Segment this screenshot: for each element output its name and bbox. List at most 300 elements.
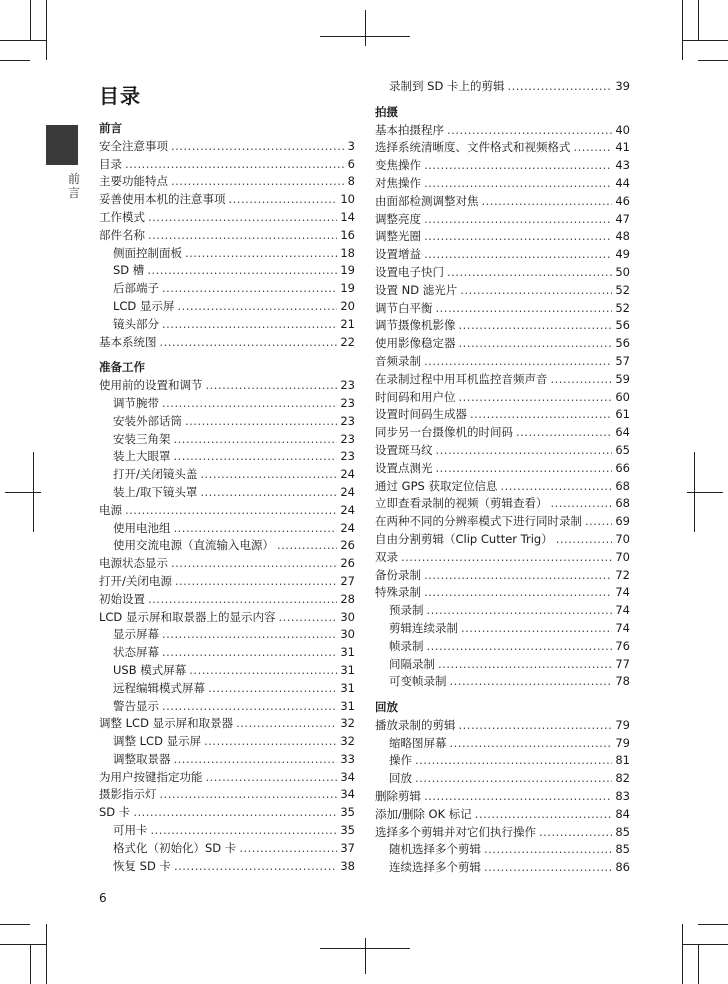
toc-entry-page: 24 <box>340 484 355 499</box>
toc-entry-page: 38 <box>340 858 355 873</box>
toc-entry-title: 由面部检测调整对焦 <box>375 193 479 208</box>
toc-entry[interactable] <box>375 246 630 264</box>
toc-entry-page: 70 <box>615 549 630 564</box>
toc-entry[interactable] <box>375 859 630 877</box>
toc-entry-title: 自由分割剪辑（Clip Cutter Trig） <box>375 531 553 546</box>
dot-leader <box>174 520 338 538</box>
toc-entry[interactable] <box>99 609 355 627</box>
toc-entry[interactable] <box>375 638 630 656</box>
toc-entry-title: 镜头部分 <box>113 316 159 331</box>
toc-entry-title: 间隔录制 <box>389 656 435 671</box>
toc-entry[interactable] <box>99 431 355 449</box>
toc-entry[interactable] <box>99 484 355 502</box>
toc-entry-page: 43 <box>615 158 630 173</box>
toc-entry-title: 设置点测光 <box>375 460 433 475</box>
toc-entry-page: 14 <box>340 209 355 224</box>
dot-leader <box>162 395 337 413</box>
toc-entry[interactable] <box>375 282 630 300</box>
toc-entry-page: 26 <box>340 538 355 553</box>
dot-leader <box>475 806 613 824</box>
dot-leader <box>177 298 337 316</box>
toc-entry[interactable] <box>99 502 355 520</box>
toc-entry[interactable] <box>375 122 630 140</box>
toc-entry[interactable] <box>99 138 355 156</box>
toc-entry[interactable] <box>375 424 630 442</box>
toc-entry[interactable] <box>375 531 630 549</box>
toc-entry-title: 设置电子快门 <box>375 264 444 279</box>
toc-entry[interactable] <box>375 211 630 229</box>
dot-leader <box>148 209 337 227</box>
dot-leader <box>206 377 338 395</box>
toc-entry[interactable] <box>375 656 630 674</box>
toc-entry[interactable] <box>99 662 355 680</box>
toc-entry-page: 65 <box>615 442 630 457</box>
section-heading: 拍摄 <box>375 104 398 119</box>
toc-entry[interactable] <box>99 227 355 245</box>
toc-entry[interactable] <box>375 335 630 353</box>
toc-entry[interactable] <box>375 806 630 824</box>
toc-entry-title: 使用电池组 <box>113 520 171 535</box>
toc-entry-title: 调整亮度 <box>375 211 421 226</box>
toc-entry-page: 46 <box>615 193 630 208</box>
toc-entry-page: 35 <box>340 805 355 820</box>
toc-entry-page: 34 <box>340 787 355 802</box>
crop-mark <box>30 0 31 40</box>
toc-entry-page: 19 <box>340 281 355 296</box>
crop-mark <box>365 10 366 46</box>
dot-leader <box>174 448 338 466</box>
dot-leader <box>482 193 613 211</box>
dot-leader <box>229 191 338 209</box>
crop-mark <box>694 452 695 532</box>
toc-entry-title: 连续选择多个剪辑 <box>389 860 481 875</box>
dot-leader <box>171 138 345 156</box>
toc-entry-page: 61 <box>615 407 630 422</box>
toc-entry-title: 回放 <box>389 771 412 786</box>
toc-entry[interactable] <box>99 377 355 395</box>
toc-entry[interactable] <box>375 300 630 318</box>
dot-leader <box>459 317 613 335</box>
toc-entry-title: 基本拍摄程序 <box>375 122 444 137</box>
toc-entry-page: 28 <box>340 591 355 606</box>
toc-entry[interactable] <box>99 520 355 538</box>
toc-entry[interactable] <box>99 644 355 662</box>
toc-entry-title: 主要功能特点 <box>99 174 168 189</box>
toc-entry-page: 27 <box>340 573 355 588</box>
toc-entry[interactable] <box>375 513 630 531</box>
dot-leader <box>424 567 612 585</box>
toc-entry-title: 选择多个剪辑并对它们执行操作 <box>375 824 536 839</box>
dot-leader <box>162 316 337 334</box>
toc-entry-title: 为用户按键指定功能 <box>99 769 203 784</box>
toc-entry-page: 70 <box>615 531 630 546</box>
toc-entry[interactable] <box>375 193 630 211</box>
dot-leader <box>447 264 612 282</box>
toc-entry-page: 20 <box>340 298 355 313</box>
toc-entry-title: 预录制 <box>389 603 424 618</box>
toc-entry-page: 40 <box>615 122 630 137</box>
toc-entry-title: 对焦操作 <box>375 175 421 190</box>
toc-entry[interactable] <box>375 584 630 602</box>
toc-entry-page: 33 <box>340 751 355 766</box>
toc-entry-title: 帧录制 <box>389 638 424 653</box>
toc-entry-page: 39 <box>615 79 630 93</box>
toc-entry-page: 85 <box>615 842 630 857</box>
toc-entry-page: 85 <box>615 824 630 839</box>
toc-entry-page: 6 <box>347 156 355 171</box>
toc-entry-page: 37 <box>340 840 355 855</box>
dot-leader <box>427 602 613 620</box>
toc-entry-page: 64 <box>615 425 630 440</box>
dot-leader <box>460 282 612 300</box>
toc-entry-page: 56 <box>615 318 630 333</box>
toc-entry[interactable] <box>375 228 630 246</box>
toc-entry-title: 使用交流电源（直流输入电源） <box>113 538 274 553</box>
dot-leader <box>206 769 338 787</box>
toc-entry[interactable] <box>99 769 355 787</box>
dot-leader <box>424 157 612 175</box>
toc-entry-page: 35 <box>340 823 355 838</box>
dot-leader <box>556 531 613 549</box>
page-title: 目录 <box>99 84 141 108</box>
dot-leader <box>200 484 337 502</box>
toc-entry[interactable] <box>99 413 355 431</box>
toc-entry-title: 警告显示 <box>113 698 159 713</box>
toc-entry-title: 音频录制 <box>375 353 421 368</box>
dot-leader <box>459 335 613 353</box>
toc-entry-page: 3 <box>347 138 355 153</box>
dot-leader <box>574 139 613 157</box>
toc-entry-title: 摄影指示灯 <box>99 787 157 802</box>
toc-entry-title: 时间码和用户位 <box>375 389 456 404</box>
dot-leader <box>236 715 337 733</box>
toc-entry-page: 48 <box>615 229 630 244</box>
toc-entry[interactable] <box>99 209 355 227</box>
dot-leader <box>459 389 613 407</box>
toc-entry[interactable] <box>375 406 630 424</box>
dot-leader <box>160 334 338 352</box>
toc-entry-title: 调整光圈 <box>375 229 421 244</box>
crop-mark <box>0 60 30 61</box>
toc-entry-title: 目录 <box>99 156 122 171</box>
toc-entry-page: 23 <box>340 449 355 464</box>
dot-leader <box>585 513 612 531</box>
toc-entry[interactable] <box>375 460 630 478</box>
toc-entry-title: 备份录制 <box>375 567 421 582</box>
toc-entry[interactable] <box>99 537 355 555</box>
toc-entry[interactable] <box>375 735 630 753</box>
toc-entry-page: 49 <box>615 247 630 262</box>
toc-entry[interactable] <box>375 353 630 371</box>
toc-entry[interactable] <box>375 620 630 638</box>
toc-entry-page: 22 <box>340 334 355 349</box>
toc-entry-page: 84 <box>615 806 630 821</box>
toc-entry[interactable] <box>99 466 355 484</box>
crop-mark <box>0 924 30 925</box>
toc-entry-page: 52 <box>615 300 630 315</box>
dot-leader <box>174 858 337 876</box>
toc-entry[interactable] <box>99 173 355 191</box>
toc-entry-title: 调整取景器 <box>113 751 171 766</box>
toc-entry-page: 8 <box>347 174 355 189</box>
toc-entry-page: 44 <box>615 175 630 190</box>
crop-mark <box>682 40 728 41</box>
toc-entry-title: 状态屏幕 <box>113 645 159 660</box>
section-gap <box>375 96 630 104</box>
dot-leader <box>436 442 613 460</box>
toc-entry-title: 格式化（初始化）SD 卡 <box>113 840 237 855</box>
toc-entry-page: 52 <box>615 282 630 297</box>
toc-entry-title: USB 模式屏幕 <box>113 662 187 677</box>
toc-entry[interactable] <box>375 602 630 620</box>
toc-entry[interactable] <box>99 786 355 804</box>
toc-entry-page: 79 <box>615 717 630 732</box>
toc-entry-page: 26 <box>340 556 355 571</box>
dot-leader <box>174 751 338 769</box>
toc-entry-title: 录制到 SD 卡上的剪辑 <box>389 79 505 93</box>
toc-entry-page: 76 <box>615 638 630 653</box>
dot-leader <box>507 78 612 96</box>
page-number: 6 <box>99 891 107 905</box>
dot-leader <box>401 549 612 567</box>
toc-entry-page: 34 <box>340 769 355 784</box>
crop-mark <box>46 0 47 60</box>
dot-leader <box>461 620 612 638</box>
crop-mark <box>46 924 47 984</box>
crop-mark <box>0 40 46 41</box>
section-heading: 准备工作 <box>99 360 145 375</box>
toc-entry[interactable] <box>375 389 630 407</box>
toc-entry-title: 可变帧录制 <box>389 674 447 689</box>
crop-mark <box>698 60 728 61</box>
toc-entry-title: 同步另一台摄像机的时间码 <box>375 425 513 440</box>
toc-entry[interactable] <box>375 478 630 496</box>
toc-entry-title: 设置 ND 滤光片 <box>375 282 458 297</box>
toc-entry[interactable] <box>99 840 355 858</box>
toc-entry[interactable] <box>375 264 630 282</box>
toc-entry-title: 基本系统图 <box>99 334 157 349</box>
toc-entry[interactable] <box>99 280 355 298</box>
toc-entry-page: 81 <box>615 753 630 768</box>
toc-left-column <box>99 120 355 875</box>
dot-leader <box>133 804 337 822</box>
dot-leader <box>208 680 337 698</box>
section-heading: 前言 <box>99 121 122 135</box>
crop-mark <box>33 452 34 532</box>
toc-entry-page: 78 <box>615 674 630 689</box>
toc-entry[interactable] <box>375 717 630 735</box>
toc-entry[interactable] <box>99 555 355 573</box>
toc-entry-title: 电源 <box>99 502 122 517</box>
toc-entry[interactable] <box>375 549 630 567</box>
toc-entry[interactable] <box>375 788 630 806</box>
crop-mark <box>698 944 699 984</box>
toc-entry[interactable] <box>99 751 355 769</box>
dot-leader <box>162 644 337 662</box>
toc-entry[interactable] <box>99 680 355 698</box>
toc-entry[interactable] <box>99 395 355 413</box>
toc-entry[interactable] <box>375 175 630 193</box>
dot-leader <box>162 698 337 716</box>
toc-entry-page: 10 <box>340 192 355 207</box>
toc-entry[interactable] <box>375 841 630 859</box>
toc-entry-title: 缩略图屏幕 <box>389 735 447 750</box>
side-tab-label: 前言 <box>68 172 81 200</box>
toc-entry-title: 立即查看录制的视频（剪辑查看） <box>375 496 548 511</box>
crop-mark <box>698 924 728 925</box>
toc-entry-title: 播放录制的剪辑 <box>375 717 456 732</box>
toc-entry[interactable] <box>99 591 355 609</box>
toc-entry-page: 79 <box>615 735 630 750</box>
toc-entry-title: 设置时间码生成器 <box>375 407 467 422</box>
toc-entry-title: SD 卡 <box>99 805 131 820</box>
toc-entry-title: 删除剪辑 <box>375 789 421 804</box>
dot-leader <box>415 770 612 788</box>
toc-entry-title: 使用影像稳定器 <box>375 336 456 351</box>
dot-leader <box>162 626 337 644</box>
toc-entry-title: 变焦操作 <box>375 158 421 173</box>
toc-entry[interactable] <box>375 673 630 691</box>
toc-entry-title: 选择系统清晰度、文件格式和视频格式 <box>375 140 571 155</box>
dot-leader <box>438 656 612 674</box>
toc-entry[interactable] <box>375 770 630 788</box>
toc-entry[interactable] <box>99 191 355 209</box>
toc-entry-title: 设置增益 <box>375 247 421 262</box>
dot-leader <box>125 502 337 520</box>
toc-entry[interactable] <box>375 317 630 335</box>
toc-entry-page: 23 <box>340 395 355 410</box>
toc-entry[interactable] <box>99 573 355 591</box>
toc-entry-page: 50 <box>615 264 630 279</box>
crop-mark <box>5 492 41 493</box>
toc-entry[interactable] <box>99 156 355 174</box>
toc-entry[interactable] <box>99 316 355 334</box>
toc-entry-title: 电源状态显示 <box>99 556 168 571</box>
dot-leader <box>551 495 613 513</box>
dot-leader <box>424 175 612 193</box>
toc-entry-title: 调节摄像机影像 <box>375 318 456 333</box>
toc-entry[interactable] <box>375 442 630 460</box>
crop-mark <box>365 938 366 974</box>
crop-mark <box>30 944 31 984</box>
toc-entry[interactable] <box>99 858 355 876</box>
toc-entry[interactable] <box>99 733 355 751</box>
dot-leader <box>125 156 345 174</box>
toc-entry-title: 在录制过程中用耳机监控音频声音 <box>375 371 548 386</box>
toc-entry-title: 打开/关闭镜头盖 <box>113 467 198 482</box>
dot-leader <box>424 788 612 806</box>
toc-entry-page: 47 <box>615 211 630 226</box>
dot-leader <box>516 424 612 442</box>
toc-entry-title: 侧面控制面板 <box>113 245 182 260</box>
toc-entry[interactable] <box>99 626 355 644</box>
toc-entry-page: 66 <box>615 460 630 475</box>
dot-leader <box>470 406 612 424</box>
toc-entry-page: 77 <box>615 656 630 671</box>
toc-entry[interactable] <box>375 139 630 157</box>
toc-entry[interactable] <box>99 715 355 733</box>
dot-leader <box>424 584 612 602</box>
toc-entry-title: 安装外部话筒 <box>113 413 182 428</box>
toc-entry[interactable] <box>99 298 355 316</box>
toc-entry-title: 安全注意事项 <box>99 138 168 153</box>
toc-entry-title: 操作 <box>389 753 412 768</box>
dot-leader <box>174 431 338 449</box>
dot-leader <box>424 211 612 229</box>
side-tab-marker <box>46 125 78 165</box>
toc-entry-title: 调节腕带 <box>113 395 159 410</box>
toc-entry-title: 显示屏幕 <box>113 627 159 642</box>
toc-entry[interactable] <box>375 78 630 96</box>
toc-entry[interactable] <box>375 371 630 389</box>
toc-entry-title: 装上大眼罩 <box>113 449 171 464</box>
crop-mark <box>687 492 723 493</box>
toc-entry[interactable] <box>99 822 355 840</box>
toc-entry-page: 18 <box>340 245 355 260</box>
toc-entry-title: 可用卡 <box>113 823 148 838</box>
dot-leader <box>415 752 612 770</box>
toc-entry-title: 恢复 SD 卡 <box>113 858 171 873</box>
dot-leader <box>175 573 337 591</box>
toc-entry-page: 60 <box>615 389 630 404</box>
toc-entry[interactable] <box>99 334 355 352</box>
dot-leader <box>539 824 612 842</box>
toc-entry[interactable] <box>99 245 355 263</box>
dot-leader <box>148 227 337 245</box>
toc-entry-page: 21 <box>340 316 355 331</box>
toc-entry-page: 72 <box>615 567 630 582</box>
toc-entry[interactable] <box>375 567 630 585</box>
dot-leader <box>436 300 613 318</box>
dot-leader <box>436 460 613 478</box>
dot-leader <box>447 122 612 140</box>
toc-entry-page: 32 <box>340 716 355 731</box>
toc-entry-page: 41 <box>615 140 630 155</box>
toc-entry-page: 31 <box>340 698 355 713</box>
toc-entry-page: 16 <box>340 227 355 242</box>
dot-leader <box>160 786 338 804</box>
dot-leader <box>185 245 337 263</box>
toc-entry-page: 19 <box>340 263 355 278</box>
toc-entry[interactable] <box>99 804 355 822</box>
toc-entry-title: 在两种不同的分辨率模式下进行同时录制 <box>375 514 582 529</box>
dot-leader <box>200 466 337 484</box>
toc-entry-title: 特殊录制 <box>375 585 421 600</box>
toc-entry-page: 31 <box>340 645 355 660</box>
dot-leader <box>424 228 612 246</box>
crop-mark <box>682 0 683 60</box>
toc-entry[interactable] <box>375 824 630 842</box>
toc-entry-page: 31 <box>340 680 355 695</box>
toc-entry[interactable] <box>375 495 630 513</box>
toc-entry[interactable] <box>375 157 630 175</box>
toc-entry-title: 剪辑连续录制 <box>389 620 458 635</box>
toc-entry-page: 82 <box>615 771 630 786</box>
toc-entry-title: 随机选择多个剪辑 <box>389 842 481 857</box>
toc-entry[interactable] <box>99 262 355 280</box>
toc-entry[interactable] <box>99 698 355 716</box>
toc-entry-page: 69 <box>615 514 630 529</box>
toc-entry-page: 68 <box>615 496 630 511</box>
toc-entry-page: 24 <box>340 520 355 535</box>
toc-entry[interactable] <box>375 752 630 770</box>
toc-entry-page: 59 <box>615 371 630 386</box>
dot-leader <box>450 673 613 691</box>
toc-entry-title: 设置斑马纹 <box>375 442 433 457</box>
toc-entry[interactable] <box>99 448 355 466</box>
dot-leader <box>551 371 613 389</box>
toc-entry-title: 安装三角架 <box>113 431 171 446</box>
